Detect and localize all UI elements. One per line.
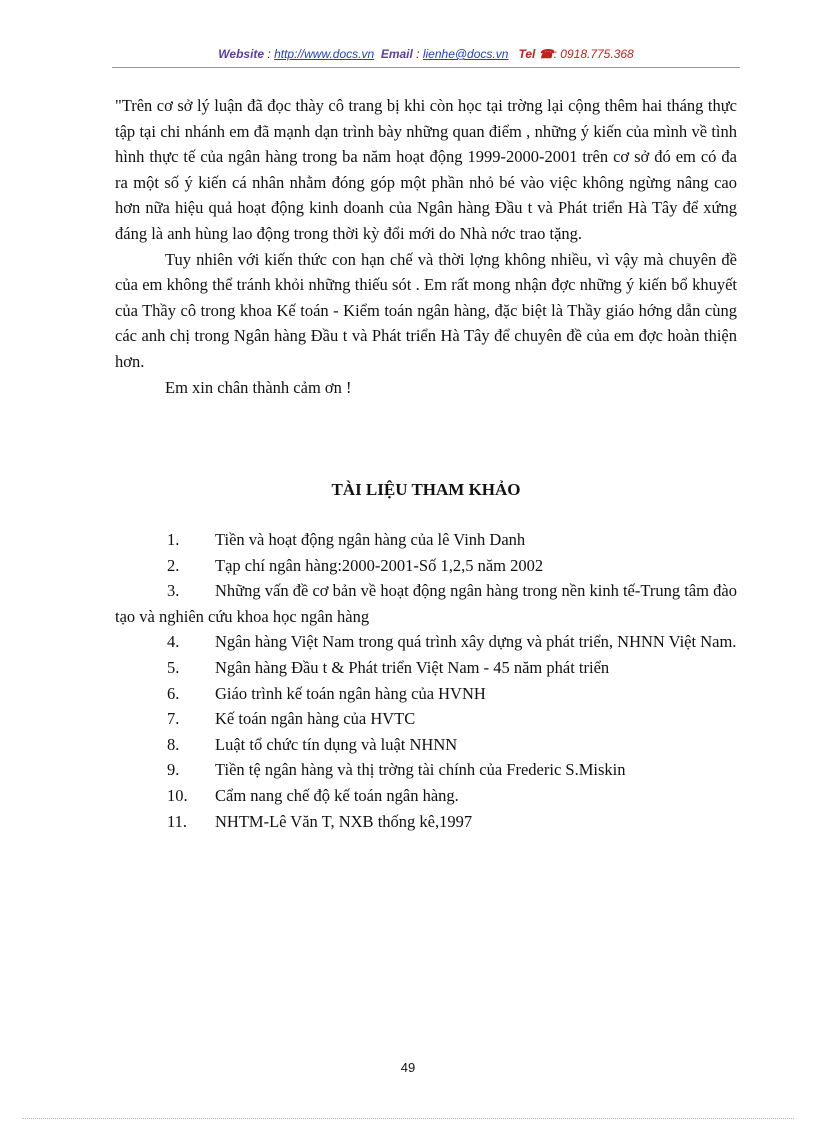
website-link[interactable]: http://www.docs.vn — [274, 47, 375, 61]
reference-text: Những vấn đề cơ bản về hoạt động ngân hàng trong nền kinh tế-Trung tâm đào tạo và nghiên cứu khoa học ngân hàng — [115, 581, 737, 626]
reference-item — [115, 553, 737, 579]
reference-text: NHTM-Lê Văn T, NXB thống kê,1997 — [215, 811, 473, 831]
paragraph-1: "Trên cơ sở lý luận đã đọc thày cô trang bị khi còn học tại trờng lại cộng thêm hai tháng thực tập tại chi nhánh em đã mạnh dạn trình bày những quan điểm , những ý kiến của mình về tình hình thực tế của ngân hàng trong ba năm hoạt động 1999-2000-2001 trên cơ sở đó em có đa ra một số ý kiến cá nhân nhằm đóng góp một phần nhỏ bé vào việc không ngừng nâng cao hơn nữa hiệu quả hoạt động kinh doanh của Ngân hàng Đầu t và Phát triển Hà Tây để xứng đáng là anh hùng lao động trong thời kỳ đổi mới do Nhà nớc trao tặng. — [115, 96, 737, 243]
email-separator: : — [412, 47, 423, 61]
reference-text: Tiền tệ ngân hàng và thị trờng tài chính của Frederic S.Miskin — [215, 760, 626, 780]
reference-number: 1. — [167, 530, 180, 549]
reference-text: Ngân hàng Đầu t & Phát triển Việt Nam - 45 năm phát triển — [215, 657, 610, 677]
phone-number: : 0918.775.368 — [553, 47, 634, 61]
tel-label: Tel — [518, 47, 536, 61]
references-list — [115, 527, 737, 834]
header-divider — [112, 67, 740, 68]
reference-number: 7. — [167, 709, 180, 729]
reference-item — [115, 655, 737, 681]
reference-item — [115, 578, 737, 629]
reference-item — [115, 732, 737, 758]
reference-number: 6. — [167, 683, 180, 703]
reference-item — [115, 527, 737, 553]
reference-text: Tạp chí ngân hàng:2000-2001-Số 1,2,5 năm 2002 — [215, 555, 544, 575]
reference-number: 9. — [167, 760, 180, 780]
phone-icon: ☎ — [538, 47, 554, 61]
reference-text: Giáo trình kế toán ngân hàng của HVNH — [215, 683, 486, 703]
paragraph-2: Tuy nhiên với kiến thức con hạn chế và thời lợng không nhiều, vì vậy mà chuyên đề của em không thể tránh khỏi những thiếu sót . Em rất mong nhận đợc những ý kiến bổ khuyết của Thầy cô trong khoa Kế toán - Kiểm toán ngân hàng, đặc biệt là Thầy giáo hớng dẫn cùng các anh chị trong Ngân hàng Đầu t và Phát triển Hà Tây để chuyên đề của em đợc hoàn thiện hơn. — [115, 249, 737, 371]
website-separator: : — [264, 47, 275, 61]
website-label: Website — [218, 47, 265, 61]
email-link[interactable]: lienhe@docs.vn — [422, 47, 509, 61]
email-label: Email — [380, 47, 413, 61]
reference-item — [115, 706, 737, 732]
reference-text: Cẩm nang chế độ kế toán ngân hàng. — [215, 785, 459, 805]
reference-item — [115, 629, 737, 655]
reference-text: Kế toán ngân hàng của HVTC — [215, 709, 416, 729]
reference-item — [115, 681, 737, 707]
reference-number: 5. — [167, 657, 180, 677]
reference-number: 11. — [167, 811, 188, 831]
reference-text: Luật tổ chức tín dụng và luật NHNN — [215, 734, 458, 754]
reference-item — [115, 809, 737, 835]
reference-item — [115, 757, 737, 783]
reference-number: 2. — [167, 555, 180, 575]
reference-number: 10. — [167, 785, 188, 805]
paragraph-3: Em xin chân thành cảm ơn ! — [165, 377, 352, 397]
reference-number: 3. — [167, 581, 180, 601]
reference-number: 4. — [167, 632, 180, 652]
conclusion-text — [115, 93, 737, 400]
reference-text: Tiền và hoạt động ngân hàng của lê Vinh Danh — [215, 530, 526, 549]
footer-divider — [22, 1118, 794, 1119]
page-header — [112, 47, 740, 61]
reference-item — [115, 783, 737, 809]
page-number: 49 — [400, 1060, 416, 1075]
reference-number: 8. — [167, 734, 180, 754]
reference-text: Ngân hàng Việt Nam trong quá trình xây dựng và phát triển, NHNN Việt Nam. — [215, 632, 737, 652]
references-title: TÀI LIỆU THAM KHẢO — [331, 480, 521, 499]
